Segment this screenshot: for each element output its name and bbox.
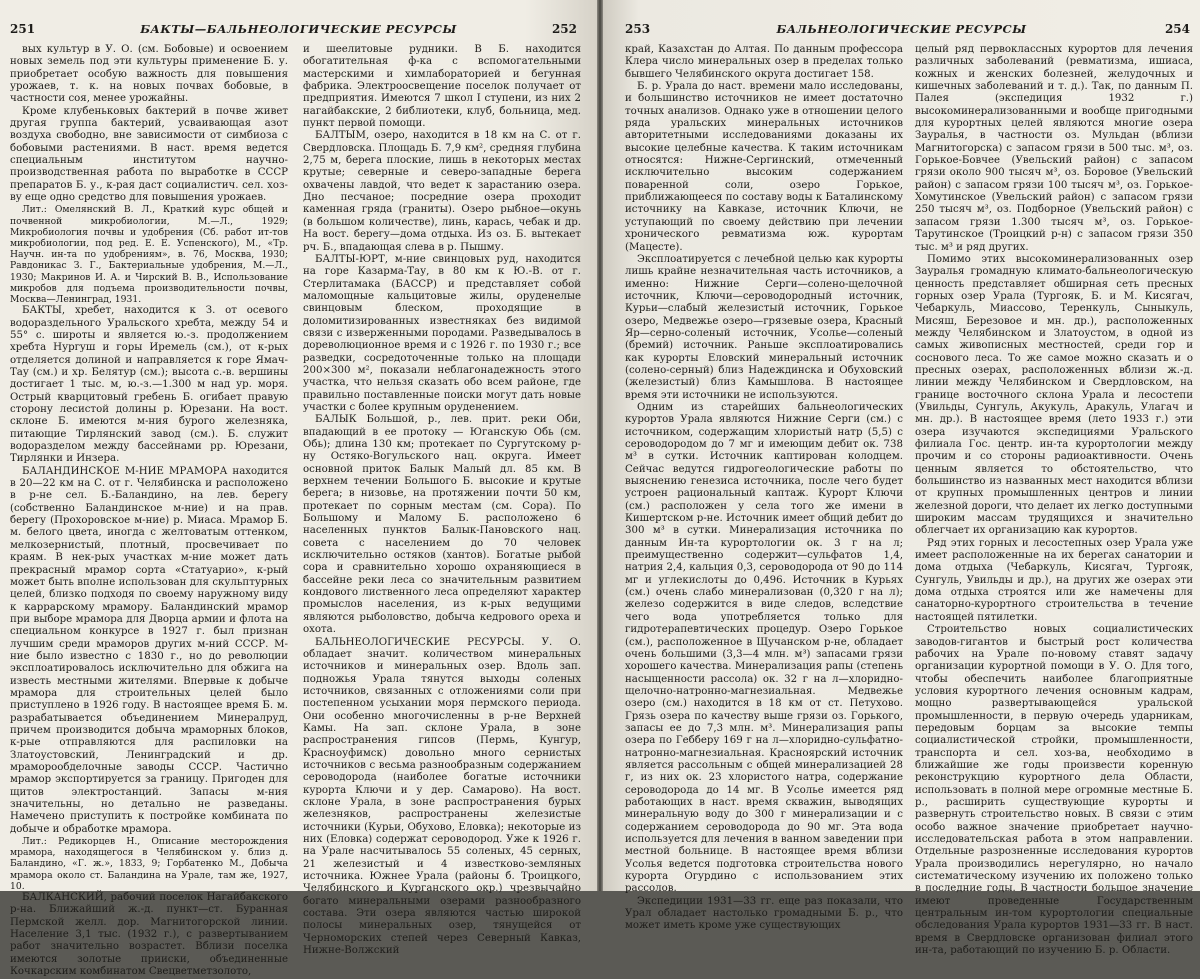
paragraph: Строительство новых социалистических заводов-гигантов и быстрый рост количества рабочих на Урале по-новому ставят задачу организации курортной помощи в У. О. Для того, чтобы обеспечить наиболее благоприятные условия курортного лечения основным кадрам, мощно развертывающейся уральской промышленности, в первую очередь ударникам, передовым борцам за высокие темпы социалистической стройки, промышленности, транспорта и сел. хоз-ва, необходимо в ближайшие же годы произвести коренную реконструкцию курортного дела Области, использовать в полной мере огромные местные Б. р., расширить существующие курорты и развернуть строительство новых. В связи с этим особо важное значение приобретает научно-исследовательская работа в этом направлении. Отдельные разрозненные исследования курортов Урала производились нерегулярно, но начало систематическому изучению их положено только в последние годы. В частности большое значение имеют проведенные Государственным центральным ин-том курортологии специальные обследования Урала курортов 1931—33 гг. В наст. время в Свердловске организован филиал этого ин-та, работающий по изучению Б. р. Области. [915,624,1193,957]
paragraph: Эксплоатируется с лечебной целью как курорты лишь крайне незначительная часть источников, а именно: Нижние Серги—солено-щелочной источник, Ключи—сероводородный источник, Курьи—слабый железистый источник, Горькое озеро, Медвежье озеро—грязевые озера, Красный Яр—серно-соленый источник, Усолье—соленый (бремий) источник. Раньше эксплоатировались как курорты Еловский минеральный источник (солено-серный) близ Надеждинска и Обуховский (железистый) близ Камышлова. В настоящее время эти источники не используются. [625,253,903,401]
entry-balandinskoe: БАЛАНДИНСКОЕ М-НИЕ МРАМОРА находится в 20—22 км на С. от г. Челябинска и расположено в р-не сел. Б.-Баландино, на лев. берегу (собственно Баландинское м-ние) и на прав. берегу (Прохоровское м-ние) р. Миаса. Мрамор Б. м. белого цвета, иногда с желтоватым оттенком, мелкозернистый, плотный, просвечивает по краям. В нек-рых участках м-ние может дать прекрасный мрамор сорта «Статуарио», к-рый может быть вполне использован для скульптурных целей, близко подходя по своему наружному виду к каррарскому мрамору. Баландинский мрамор при выборе мрамора для Дворца армии и флота на специальном конкурсе в 1927 г. был признан лучшим среди мраморов других м-ний СССР. М-ние было известно с 1830 г., но до революции эксплоатировалось исключительно для обжига на известь местными жителями. Впервые к добыче мрамора для строительных целей было приступлено в 1926 году. В настоящее время Б. м. разрабатывается объединением Минералруд, причем производится добыча мраморных блоков, к-рые отправляются для распиловки на Златоустовский, Ленинградский и др. мраморообделочные заводы СССР. Частично мрамор экспортируется за границу. Пригоден для щитов электростанций. Запасы м-ния значительны, но детально не разведаны. Намечено приступить к постройке комбината по добыче и обработке мрамора. [10,465,288,835]
page-number-251: 251 [10,22,36,36]
right-running-head [603,22,1200,38]
running-title: БАЛЬНЕОЛОГИЧЕСКИЕ РЕСУРСЫ [776,22,1027,36]
paragraph: вых культур в У. О. (см. Бобовые) и освоением новых земель под эти культуры применение Б. у. приобретает особую важность для повышения урожаев, т. к. на новых почвах бобовые, в частности соя, менее урожайны. [10,44,288,105]
paragraph: Одним из старейших бальнеологических курортов Урала являются Нижние Серги (см.) с источником, содержащим хлористый натр (5,5) с сероводородом до 7 мг и имеющим дебит ок. 738 м³ в сутки. Источник каптирован колодцем. Сейчас ведутся гидрогеологические работы по выяснению генезиса источника, после чего будет устроен рациональный каптаж. Курорт Ключи (см.) расположен у села того же имени в Кишертском р-не. Источник имеет общий дебит до 300 м³ в сутки. Минерализация источника по данным Ин-та курортологии ок. 3 г на л; преимущественно содержит—сульфатов 1,4, натрия 2,4, кальция 0,3, сероводорода от 90 до 114 мг и углекислоты до 0,496. Источник в Курьях (см.) очень слабо минерализован (0,320 г на л); железо содержится в виде следов, вследствие чего вода употребляется только для гидротерапевтических процедур. Озеро Горькое (см.), расположенное в Щучанском р-не, обладает очень большими (3,3—4 млн. м³) запасами грязи хорошего качества. Минерализация рапы (степень насыщенности рассола) ок. 32 г на л—хлоридно-щелочно-натронно-магнезиальная. Медвежье озеро (см.) находится в 18 км от ст. Петухово. Грязь озера по качеству выше грязи оз. Горького, запасы ее до 7,3 млн. м³. Минерализация рапы озера по Гебберу 169 г на л—хлоридно-сульфатно-натронно-магнезиальная. Красноярский источник является рассольным с общей минерализацией 28 г, из них ок. 23 хлористого натра, содержание сероводорода до 14 мг. В Усолье имеется ряд работающих в наст. время скважин, выводящих минеральную воду до 300 г минерализации и с содержанием сероводорода до 90 мг. Эта вода используется для лечения в ванном заведении при местной больнице. В настоящее время вблизи Усолья ведется подготовка строительства нового курорта Огурдино с использованием этих рассолов. [625,401,904,895]
paragraph: целый ряд первоклассных курортов для лечения различных заболеваний (ревматизма, ишиаса, кожных и женских болезней, желудочных и кишечных заболеваний и т. д.). Так, по данным П. Палея (экспедиция 1932 г.) высокоминерализованными и вообще пригодными для курортных целей являются многие озера Зауралья, в частности оз. Мульдан (вблизи Магнитогорска) с запасом грязи в 500 тыс. м³, оз. Горькое-Бовчее (Увельский район) с запасом грязи около 900 тысяч м³, оз. Боровое (Увельский район) с запасом грязи 100 тысяч м³, оз. Горькое-Хомутинское (Увельский район) с запасом грязи 250 тысяч м³, оз. Подборное (Увельский район) с запасом грязи 1.300 тысяч м³, оз. Горькое-Тарутинское (Троицкий р-н) с запасом грязи 350 тыс. м³ и ряд других. [915,44,1193,253]
left-page-column-1 [10,44,288,978]
left-running-head [0,22,597,38]
paragraph: Помимо этих высокоминерализованных озер Зауралья громадную климато-бальнеологическую ценность представляет обширная сеть пресных горных озер Урала (Тургояк, Б. и М. Кисягач, Чебаркуль, Миассово, Теренкуль, Сыныкуль, Мисяш, Березовое и мн. др.), расположенных между Челябинском и Златоустом, в одной из самых живописных местностей, среди гор и соснового леса. То же самое можно сказать и о пресных озерах, расположенных вблизи ж.-д. линии между Челябинском и Свердловском, на границе восточного склона Урала и лесостепи (Увильды, Сунгуль, Акукуль, Аракуль, Улагач и мн. др.). В настоящее время (лето 1933 г.) эти озера изучаются экспедициями Уральского филиала Гос. центр. ин-та курортологии между прочим и со стороны радиоактивности. Очень ценным является то обстоятельство, что большинство из названных мест находится вблизи от крупных промышленных центров и линии железной дороги, что делает их легко доступными широким массам трудящихся и значительно облегчает их организацию как курортов. [915,253,1193,537]
left-page-column-2 [303,44,581,957]
entry-balkanskiy: БАЛКАНСКИЙ, рабочий поселок Нагайбакского р-на. Ближайший ж.-д. пункт—ст. Буранная Пермской желл. дор. Магнитогорской линии. Население 3,1 тыс. (1932 г.), с развертыванием работ значительно возрастет. Вблизи поселка имеются золотые прииски, объединенные Кочкарским комбинатом Свецветметзолото, [10,892,288,978]
paragraph: Экспедиции 1931—33 гг. еще раз показали, что Урал обладает настолько громадными Б. р., что может иметь кроме уже существующих [625,895,903,932]
literature-note: Лит.: Омелянский В. Л., Краткий курс общей и почвенной микробиологии, М.—Л., 1929; Микробиология почвы и удобрения (Сб. работ ит-тов микробиологии, под ред. Е. Е. Успенского), М., «Тр. Научн. ин-та по удобрениям», в. 76, Москва, 1930; Равдоникас З. Г., Бактериальные удобрения, М.—Л., 1930; Макринов И. А. и Чирский В. В., Использование микробов для подъема производительности почвы, Москва—Ленинград, 1931. [10,204,288,306]
right-page-column-2 [915,44,1193,957]
running-title: БАКТЫ—БАЛЬНЕОЛОГИЧЕСКИЕ РЕСУРСЫ [140,22,457,36]
entry-balyk: БАЛЫК Большой, р., лев. прит. реки Оби, впадающий в ее протоку — Юганскую Обь (см. Обь); длина 130 км; протекает по Сургутскому р-ну Остяко-Вогульского нац. округа. Имеет основной приток Балык Малый дл. 85 км. В верхнем течении Большого Б. высокие и крутые берега; в низовье, на протяжении почти 50 км, протекает по сорным местам (см. Сора). По Большому и Малому Б. расположено 6 населенных пунктов Балык-Пановского нац. совета с населением до 70 человек исключительно остяков (хантов). Богатые рыбой сора и сравнительно хорошо охраняющиеся в бассейне реки леса со значительным развитием кондового лиственного леса определяют характер промыслов населения, из к-рых ведущими являются рыболовство, добыча кедрового ореха и охота. [303,414,581,636]
literature-note: Лит.: Редикорцев Н., Описание месторождения мрамора, находящегося в Челябинском у. близ д. Баландино, «Г. ж.», 1833, 9; Горбатенко М., Добыча мрамора около ст. Баландина на Урале, там же, 1927, 10. [10,836,288,892]
entry-balty-yurt: БАЛТЫ-ЮРТ, м-ние свинцовых руд, находится на горе Казарма-Тау, в 80 км к Ю.-В. от г. Стерлитамака (БАССР) и представляет собой маломощные кальцитовые жилы, оруденелые свинцовым блеском, проходящие в доломитизированных известняках без видимой связи с изверженными породами. Разведывалось в дореволюционное время и с 1926 г. по 1930 г.; все разведки, сосредоточенные только на площади 200×300 м², показали неблагонадежность этого участка, что нельзя сказать обо всем районе, где правильно поставленные поиски могут дать новые участки с более крупным оруденением. [303,253,581,413]
left-page [0,0,597,978]
entry-bakty: БАКТЫ, хребет, находится к З. от осевого водораздельного Уральского хребта, между 54 и 55° с. широты и является ю.-з. продолжением хребта Нургуш и горы Иремель (см.), от к-рых отделяется долиной и направляется к горе Ямач-Тау (см.) и хр. Белятур (см.); высота с.-в. вершины достигает 1 тыс. м, ю.-з.—1.300 м над ур. моря. Острый кварцитовый гребень Б. огибает правую сторону лесистой долины р. Юрезани. На вост. склоне Б. имеются м-ния бурого железняка, питающие Тирлянский завод (см.). Б. служит водоразделом между бассейнами рр. Юрезани, Тирлянки и Инзера. [10,305,288,465]
paragraph: Кроме клубеньковых бактерий в почве живет другая группа бактерий, усваивающая азот воздуха свободно, вне зависимости от симбиоза с бобовыми растениями. В наст. время ведется специальным институтом научно-производственная работа по выработке в СССР препаратов Б. у., к-рая даст социалистич. сел. хоз-ву еще одно средство для повышения урожаев. [10,105,288,204]
paragraph: Б. р. Урала до наст. времени мало исследованы, и большинство источников не имеет достаточно точных анализов. Однако уже в отношении целого ряда уральских минеральных источников авторитетными исследованиями доказаны их высокие целебные качества. К таким источникам относятся: Нижне-Сергинский, отмеченный исключительно высоким содержанием поваренной соли, озеро Горькое, приближающееся по составу воды к Баталинскому источнику на Кавказе, источник Ключи, не уступающий по своему действию при лечении хронического ревматизма юж. курортам (Мацесте). [625,81,903,253]
page-number-254: 254 [1164,22,1190,36]
right-page-column-1 [625,44,904,932]
paragraph: Ряд этих горных и лесостепных озер Урала уже имеет расположенные на их берегах санатории и дома отдыха (Чебаркуль, Кисягач, Тургояк, Сунгуль, Увильды и др.), на других же озерах эти дома отдыха строятся или же намечены для санаторно-курортного строительства в течение настоящей пятилетки. [915,537,1193,623]
right-page [603,0,1200,957]
paragraph: край, Казахстан до Алтая. По данным профессора Клера число минеральных озер в пределах только бывшего Челябинского округа достигает 158. [625,44,903,80]
paragraph: и шеелитовые рудники. В Б. находится обогатительная ф-ка с вспомогательными мастерскими и химлабораторией и бегунная фабрика. Электроосвещение поселок получает от предприятия. Имеются 7 школ I ступени, из них 2 нагайбакские, 2 библиотеки, клуб, больница, мед. пункт первой помощи. [303,44,581,130]
entry-baltym: БАЛТЫМ, озеро, находится в 18 км на С. от г. Свердловска. Площадь Б. 7,9 км², средняя глубина 2,75 м, берега плоские, лишь в некоторых местах крутые; северные и северо-западные берега охвачены лавдой, что ведет к зарастанию озера. Дно песчаное; посредние озера проходит каменная гряда (граниты). Озеро рыбное—окунь (в большом количестве), линь, карась, чебак и др. На вост. берегу—дома отдыха. Из оз. Б. вытекает рч. Б., впадающая слева в р. Пышму. [303,130,581,253]
entry-balneological-resources: БАЛЬНЕОЛОГИЧЕСКИЕ РЕСУРСЫ. У. О. обладает значит. количеством минеральных источников и минеральных озер. Вдоль зап. подножья Урала тянутся выходы соленых источников, связанных с отложениями соли при постепенном усыхании моря пермского периода. Они особенно многочисленны в р-не Верхней Камы. На зап. склоне Урала, в зоне распространения гипсов (Пермь, Кунгур, Красноуфимск) довольно много сернистых источников с весьма разнообразным содержанием сероводорода (наиболее богатые источники курорта Ключи и у дер. Самарово). На вост. склоне Урала, в зоне распространения бурых железняков, распространены железистые источники (Курьи, Обухово, Еловка); некоторые из них (Еловка) содержат сероводород. Уже к 1926 г. на Урале насчитывалось 55 соленых, 45 серных, 21 железистый и 4 известково-земляных источника. Южнее Урала (районы б. Троицкого, Челябинского и Курганского окр.) чрезвычайно богато минеральными озерами разнообразного состава. Эти озера являются частью широкой полосы минеральных озер, тянущейся от Черноморских степей через Северный Кавказ, Нижне-Волжский [303,636,581,957]
page-number-252: 252 [551,22,577,36]
page-number-253: 253 [625,22,651,36]
